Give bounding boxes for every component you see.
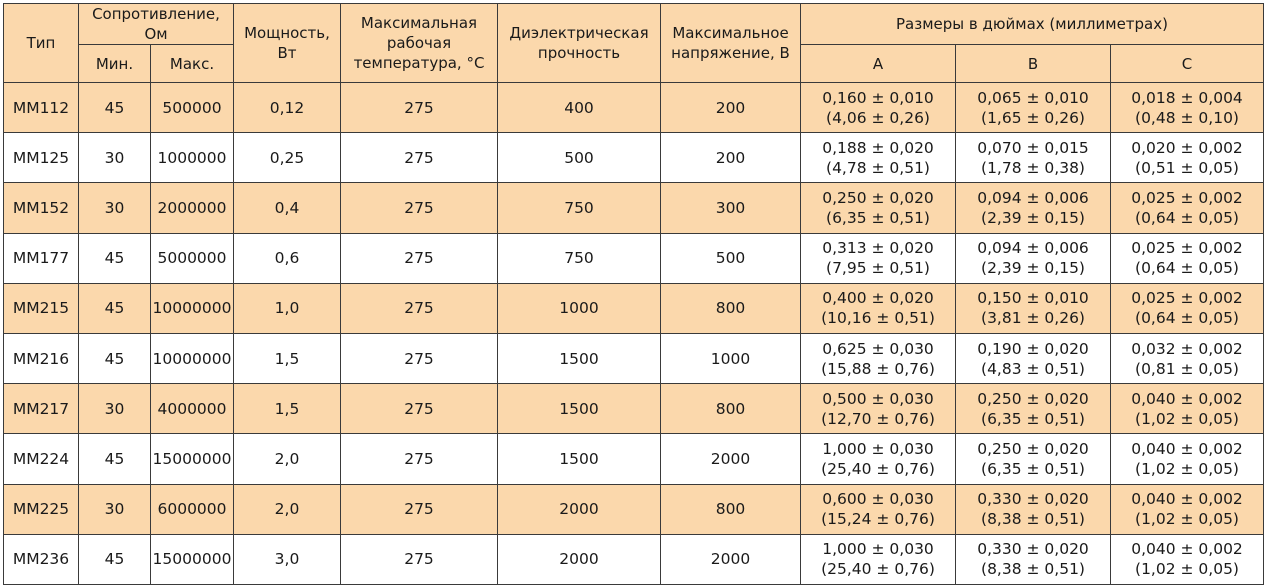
cell-dim-a-inches: 1,000 ± 0,030 bbox=[822, 439, 934, 458]
cell-dim-b-millimeters: (6,35 ± 0,51) bbox=[981, 459, 1085, 478]
cell-dim-c-inches: 0,040 ± 0,002 bbox=[1131, 490, 1243, 509]
cell-resistance-max: 15000000 bbox=[151, 534, 234, 584]
cell-dim-b-inches: 0,190 ± 0,020 bbox=[977, 339, 1089, 358]
cell-dim-c-millimeters: (1,02 ± 0,05) bbox=[1135, 409, 1239, 428]
cell-dim-a-inches: 0,625 ± 0,030 bbox=[822, 339, 934, 358]
cell-dielectric: 2000 bbox=[498, 484, 661, 534]
table-row bbox=[4, 484, 1264, 534]
cell-dim-c bbox=[1111, 283, 1264, 333]
cell-dim-c-millimeters: (0,64 ± 0,05) bbox=[1135, 208, 1239, 227]
cell-dim-c bbox=[1111, 333, 1264, 383]
cell-dim-b-inches: 0,065 ± 0,010 bbox=[977, 88, 1089, 107]
cell-dielectric: 1500 bbox=[498, 434, 661, 484]
cell-dim-c-inches: 0,025 ± 0,002 bbox=[1131, 188, 1243, 207]
col-header-resistance: Сопротивление, Ом bbox=[79, 4, 234, 45]
cell-resistance-min: 45 bbox=[79, 434, 151, 484]
table-row bbox=[4, 534, 1264, 584]
cell-power: 0,25 bbox=[234, 133, 341, 183]
cell-dim-a-inches: 0,188 ± 0,020 bbox=[822, 138, 934, 157]
cell-max-voltage: 200 bbox=[661, 133, 801, 183]
cell-resistance-max: 500000 bbox=[151, 83, 234, 133]
cell-resistance-max: 15000000 bbox=[151, 434, 234, 484]
cell-dim-a-inches: 1,000 ± 0,030 bbox=[822, 540, 934, 559]
cell-dielectric: 1000 bbox=[498, 283, 661, 333]
cell-dielectric: 1500 bbox=[498, 333, 661, 383]
cell-dielectric: 750 bbox=[498, 183, 661, 233]
cell-max-voltage: 1000 bbox=[661, 333, 801, 383]
cell-resistance-max: 10000000 bbox=[151, 283, 234, 333]
cell-power: 0,6 bbox=[234, 233, 341, 283]
cell-type: MM224 bbox=[4, 434, 79, 484]
cell-dim-b-millimeters: (6,35 ± 0,51) bbox=[981, 409, 1085, 428]
cell-power: 2,0 bbox=[234, 484, 341, 534]
cell-dim-c-inches: 0,025 ± 0,002 bbox=[1131, 239, 1243, 258]
cell-dim-c bbox=[1111, 83, 1264, 133]
cell-dim-a bbox=[801, 183, 956, 233]
cell-dim-a bbox=[801, 434, 956, 484]
cell-dim-a-millimeters: (4,78 ± 0,51) bbox=[826, 158, 930, 177]
cell-dim-a-millimeters: (25,40 ± 0,76) bbox=[821, 560, 935, 579]
cell-dim-a-millimeters: (15,24 ± 0,76) bbox=[821, 510, 935, 529]
cell-dim-a-millimeters: (10,16 ± 0,51) bbox=[821, 309, 935, 328]
cell-dim-b bbox=[956, 434, 1111, 484]
table-row bbox=[4, 434, 1264, 484]
cell-dim-b-inches: 0,330 ± 0,020 bbox=[977, 490, 1089, 509]
cell-dim-b bbox=[956, 484, 1111, 534]
cell-dielectric: 750 bbox=[498, 233, 661, 283]
cell-dim-b-millimeters: (8,38 ± 0,51) bbox=[981, 510, 1085, 529]
cell-max-voltage: 800 bbox=[661, 384, 801, 434]
cell-max-temp: 275 bbox=[341, 83, 498, 133]
cell-dim-a-inches: 0,500 ± 0,030 bbox=[822, 389, 934, 408]
col-header-dim-c: C bbox=[1111, 45, 1264, 83]
cell-dim-b-millimeters: (8,38 ± 0,51) bbox=[981, 560, 1085, 579]
cell-type: MM215 bbox=[4, 283, 79, 333]
cell-power: 0,4 bbox=[234, 183, 341, 233]
cell-resistance-max: 6000000 bbox=[151, 484, 234, 534]
cell-dim-c-millimeters: (1,02 ± 0,05) bbox=[1135, 459, 1239, 478]
cell-resistance-max: 1000000 bbox=[151, 133, 234, 183]
cell-dim-b bbox=[956, 83, 1111, 133]
cell-dim-c-millimeters: (1,02 ± 0,05) bbox=[1135, 560, 1239, 579]
cell-dim-c-millimeters: (0,48 ± 0,10) bbox=[1135, 108, 1239, 127]
col-header-power: Мощность, Вт bbox=[234, 4, 341, 83]
cell-dim-a bbox=[801, 333, 956, 383]
cell-dim-c-millimeters: (0,51 ± 0,05) bbox=[1135, 158, 1239, 177]
cell-type: MM217 bbox=[4, 384, 79, 434]
cell-dim-c-millimeters: (0,64 ± 0,05) bbox=[1135, 309, 1239, 328]
cell-dim-a bbox=[801, 384, 956, 434]
cell-dim-b-millimeters: (1,65 ± 0,26) bbox=[981, 108, 1085, 127]
table-body bbox=[4, 83, 1264, 585]
table-row bbox=[4, 333, 1264, 383]
cell-max-voltage: 200 bbox=[661, 83, 801, 133]
cell-dim-c-inches: 0,018 ± 0,004 bbox=[1131, 88, 1243, 107]
cell-dim-a-millimeters: (4,06 ± 0,26) bbox=[826, 108, 930, 127]
cell-type: MM125 bbox=[4, 133, 79, 183]
cell-power: 3,0 bbox=[234, 534, 341, 584]
cell-max-voltage: 2000 bbox=[661, 534, 801, 584]
cell-dielectric: 400 bbox=[498, 83, 661, 133]
cell-resistance-max: 2000000 bbox=[151, 183, 234, 233]
col-header-type: Тип bbox=[4, 4, 79, 83]
cell-dim-b bbox=[956, 534, 1111, 584]
cell-max-temp: 275 bbox=[341, 484, 498, 534]
cell-resistance-min: 30 bbox=[79, 384, 151, 434]
cell-type: MM216 bbox=[4, 333, 79, 383]
cell-dim-a-inches: 0,250 ± 0,020 bbox=[822, 188, 934, 207]
cell-power: 1,5 bbox=[234, 333, 341, 383]
cell-dim-b-millimeters: (4,83 ± 0,51) bbox=[981, 359, 1085, 378]
cell-dim-b-millimeters: (2,39 ± 0,15) bbox=[981, 259, 1085, 278]
cell-resistance-min: 45 bbox=[79, 534, 151, 584]
cell-dim-b bbox=[956, 384, 1111, 434]
cell-max-temp: 275 bbox=[341, 133, 498, 183]
cell-resistance-min: 45 bbox=[79, 333, 151, 383]
cell-dim-b-inches: 0,150 ± 0,010 bbox=[977, 289, 1089, 308]
col-header-dimensions: Размеры в дюймах (миллиметрах) bbox=[801, 4, 1264, 45]
cell-resistance-min: 45 bbox=[79, 233, 151, 283]
table-row bbox=[4, 83, 1264, 133]
cell-dim-b-millimeters: (1,78 ± 0,38) bbox=[981, 158, 1085, 177]
cell-max-voltage: 800 bbox=[661, 283, 801, 333]
cell-dim-a-millimeters: (12,70 ± 0,76) bbox=[821, 409, 935, 428]
cell-dim-c-inches: 0,020 ± 0,002 bbox=[1131, 138, 1243, 157]
table-row bbox=[4, 133, 1264, 183]
cell-dim-c bbox=[1111, 133, 1264, 183]
cell-type: MM177 bbox=[4, 233, 79, 283]
cell-dim-c-inches: 0,040 ± 0,002 bbox=[1131, 439, 1243, 458]
table-row bbox=[4, 283, 1264, 333]
cell-dim-b-inches: 0,330 ± 0,020 bbox=[977, 540, 1089, 559]
cell-type: MM152 bbox=[4, 183, 79, 233]
cell-dim-b-inches: 0,070 ± 0,015 bbox=[977, 138, 1089, 157]
cell-power: 1,0 bbox=[234, 283, 341, 333]
cell-dim-a bbox=[801, 133, 956, 183]
cell-resistance-min: 45 bbox=[79, 283, 151, 333]
cell-dim-b-inches: 0,094 ± 0,006 bbox=[977, 239, 1089, 258]
cell-dim-b-inches: 0,250 ± 0,020 bbox=[977, 439, 1089, 458]
cell-dim-c-inches: 0,040 ± 0,002 bbox=[1131, 540, 1243, 559]
table-row bbox=[4, 384, 1264, 434]
cell-max-voltage: 300 bbox=[661, 183, 801, 233]
cell-max-voltage: 2000 bbox=[661, 434, 801, 484]
col-header-dim-b: B bbox=[956, 45, 1111, 83]
cell-dielectric: 2000 bbox=[498, 534, 661, 584]
cell-dim-b bbox=[956, 233, 1111, 283]
cell-resistance-max: 4000000 bbox=[151, 384, 234, 434]
cell-dim-a-millimeters: (15,88 ± 0,76) bbox=[821, 359, 935, 378]
cell-resistance-min: 30 bbox=[79, 183, 151, 233]
col-header-dim-a: A bbox=[801, 45, 956, 83]
cell-max-temp: 275 bbox=[341, 183, 498, 233]
cell-power: 0,12 bbox=[234, 83, 341, 133]
cell-max-voltage: 800 bbox=[661, 484, 801, 534]
cell-dim-c-inches: 0,032 ± 0,002 bbox=[1131, 339, 1243, 358]
cell-dielectric: 1500 bbox=[498, 384, 661, 434]
cell-max-voltage: 500 bbox=[661, 233, 801, 283]
cell-dim-b bbox=[956, 333, 1111, 383]
cell-dim-c-inches: 0,040 ± 0,002 bbox=[1131, 389, 1243, 408]
cell-dim-a-millimeters: (7,95 ± 0,51) bbox=[826, 259, 930, 278]
cell-dim-c-millimeters: (0,64 ± 0,05) bbox=[1135, 259, 1239, 278]
cell-dielectric: 500 bbox=[498, 133, 661, 183]
col-header-min: Мин. bbox=[79, 45, 151, 83]
cell-resistance-min: 30 bbox=[79, 484, 151, 534]
cell-dim-a-inches: 0,160 ± 0,010 bbox=[822, 88, 934, 107]
cell-power: 1,5 bbox=[234, 384, 341, 434]
cell-dim-a-inches: 0,600 ± 0,030 bbox=[822, 490, 934, 509]
cell-resistance-min: 45 bbox=[79, 83, 151, 133]
col-header-max-voltage: Максимальное напряжение, В bbox=[661, 4, 801, 83]
cell-max-temp: 275 bbox=[341, 434, 498, 484]
cell-max-temp: 275 bbox=[341, 333, 498, 383]
cell-dim-a bbox=[801, 83, 956, 133]
cell-dim-b-inches: 0,094 ± 0,006 bbox=[977, 188, 1089, 207]
cell-dim-a-millimeters: (25,40 ± 0,76) bbox=[821, 459, 935, 478]
cell-dim-c bbox=[1111, 183, 1264, 233]
cell-dim-b bbox=[956, 283, 1111, 333]
cell-dim-a-inches: 0,400 ± 0,020 bbox=[822, 289, 934, 308]
cell-dim-c-millimeters: (0,81 ± 0,05) bbox=[1135, 359, 1239, 378]
cell-dim-a bbox=[801, 534, 956, 584]
cell-dim-a bbox=[801, 283, 956, 333]
cell-dim-c bbox=[1111, 484, 1264, 534]
cell-dim-c bbox=[1111, 534, 1264, 584]
cell-power: 2,0 bbox=[234, 434, 341, 484]
cell-dim-c bbox=[1111, 384, 1264, 434]
cell-dim-b bbox=[956, 183, 1111, 233]
cell-type: MM112 bbox=[4, 83, 79, 133]
cell-dim-c-inches: 0,025 ± 0,002 bbox=[1131, 289, 1243, 308]
cell-dim-c bbox=[1111, 434, 1264, 484]
cell-resistance-max: 10000000 bbox=[151, 333, 234, 383]
cell-dim-b-millimeters: (2,39 ± 0,15) bbox=[981, 208, 1085, 227]
cell-dim-c bbox=[1111, 233, 1264, 283]
table-row bbox=[4, 183, 1264, 233]
cell-max-temp: 275 bbox=[341, 534, 498, 584]
col-header-max-temp: Максимальная рабочая температура, °C bbox=[341, 4, 498, 83]
cell-dim-a bbox=[801, 484, 956, 534]
resistor-spec-table bbox=[3, 3, 1264, 585]
cell-dim-b-millimeters: (3,81 ± 0,26) bbox=[981, 309, 1085, 328]
cell-dim-b-inches: 0,250 ± 0,020 bbox=[977, 389, 1089, 408]
cell-dim-a-inches: 0,313 ± 0,020 bbox=[822, 239, 934, 258]
cell-dim-b bbox=[956, 133, 1111, 183]
cell-max-temp: 275 bbox=[341, 283, 498, 333]
table-row bbox=[4, 233, 1264, 283]
col-header-dielectric: Диэлектрическая прочность bbox=[498, 4, 661, 83]
cell-type: MM225 bbox=[4, 484, 79, 534]
cell-dim-c-millimeters: (1,02 ± 0,05) bbox=[1135, 510, 1239, 529]
cell-dim-a bbox=[801, 233, 956, 283]
cell-max-temp: 275 bbox=[341, 384, 498, 434]
cell-type: MM236 bbox=[4, 534, 79, 584]
col-header-max: Макс. bbox=[151, 45, 234, 83]
cell-max-temp: 275 bbox=[341, 233, 498, 283]
cell-resistance-max: 5000000 bbox=[151, 233, 234, 283]
cell-dim-a-millimeters: (6,35 ± 0,51) bbox=[826, 208, 930, 227]
cell-resistance-min: 30 bbox=[79, 133, 151, 183]
